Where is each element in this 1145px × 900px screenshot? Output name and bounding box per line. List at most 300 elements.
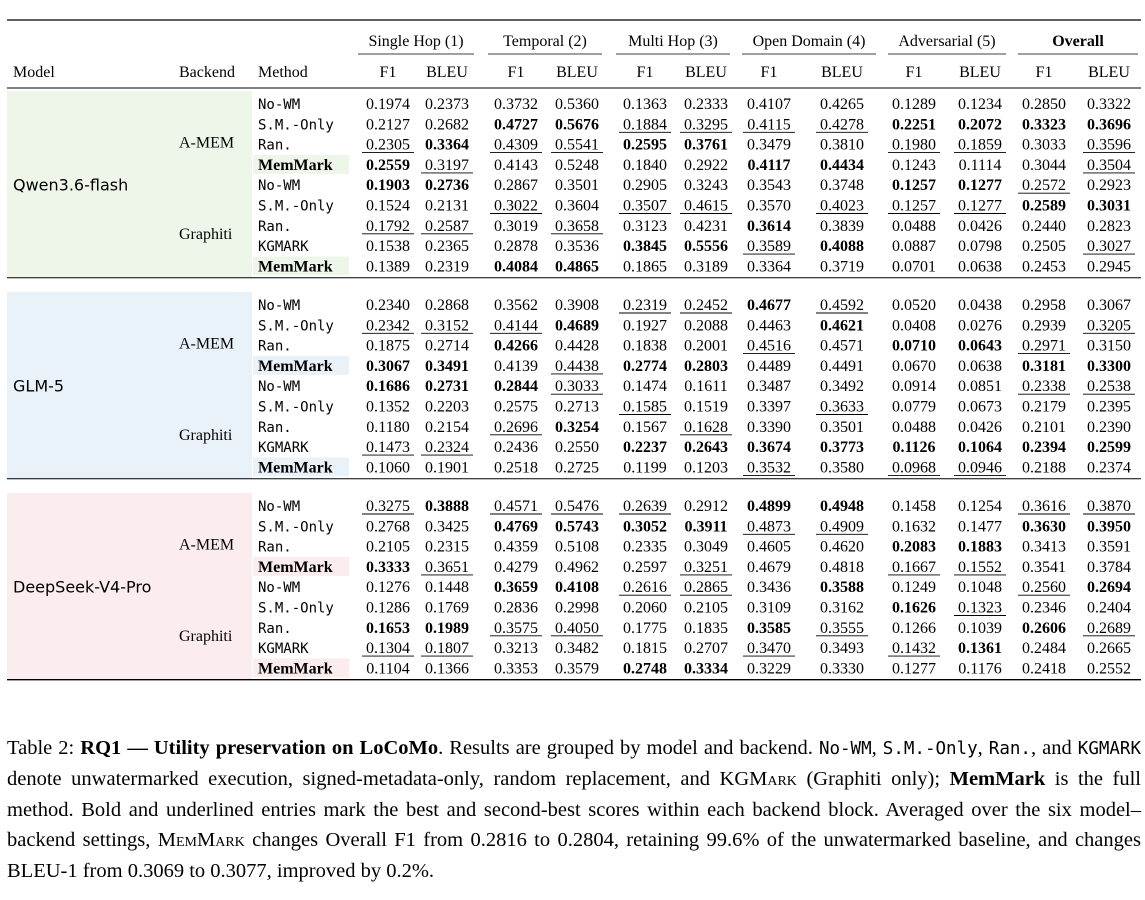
table-cell: 0.3589 xyxy=(747,238,791,256)
method-label: S.M.-Only xyxy=(258,198,334,215)
table-cell: 0.3532 xyxy=(747,459,791,477)
table-cell: 0.3300 xyxy=(1087,357,1131,375)
table-cell: 0.4266 xyxy=(494,337,538,355)
table-cell: 0.4909 xyxy=(820,518,864,536)
table-cell: 0.1039 xyxy=(958,619,1002,637)
table-cell: 0.2823 xyxy=(1087,217,1131,235)
method-label: No-WM xyxy=(258,580,301,597)
table-cell: 0.1807 xyxy=(425,640,469,658)
table-cell: 0.2131 xyxy=(425,197,469,215)
table-cell: 0.3487 xyxy=(747,378,791,396)
method-label: KGMARK xyxy=(258,440,309,457)
table-cell: 0.2324 xyxy=(425,439,469,457)
table-cell: 0.3674 xyxy=(747,439,791,457)
table-cell: 0.4117 xyxy=(747,156,791,174)
model-label: DeepSeek-V4-Pro xyxy=(13,577,152,597)
table-cell: 0.3334 xyxy=(684,660,728,678)
table-cell: 0.2639 xyxy=(623,498,667,515)
metric-column-header: F1 xyxy=(760,64,778,81)
table-cell: 0.1249 xyxy=(892,579,936,597)
table-cell: 0.4428 xyxy=(555,337,599,355)
table-cell: 0.3033 xyxy=(555,378,599,396)
table-cell: 0.2665 xyxy=(1087,640,1131,658)
table-cell: 0.0276 xyxy=(958,317,1002,335)
table-cell: 0.2237 xyxy=(623,439,667,457)
table-cell: 0.3579 xyxy=(555,660,599,678)
table-cell: 0.3575 xyxy=(494,619,538,637)
table-cell: 0.3719 xyxy=(820,258,864,276)
table-cell: 0.2060 xyxy=(623,599,667,617)
method-label: Ran. xyxy=(258,137,292,154)
table-cell: 0.2905 xyxy=(623,177,667,195)
table-cell: 0.4265 xyxy=(820,96,864,113)
table-cell: 0.0426 xyxy=(958,418,1002,436)
table-cell: 0.0887 xyxy=(892,238,936,256)
table-cell: 0.1626 xyxy=(892,599,936,617)
table-cell: 0.1567 xyxy=(623,418,667,436)
table-cell: 0.1903 xyxy=(366,177,410,195)
table-cell: 0.4438 xyxy=(555,357,599,375)
metric-column-header: BLEU xyxy=(685,64,727,81)
caption-label: Table 2: xyxy=(7,736,81,759)
table-cell: 0.3027 xyxy=(1087,238,1131,256)
table-cell: 0.4489 xyxy=(747,357,791,375)
table-cell: 0.1792 xyxy=(366,217,410,235)
column-group-header: Adversarial (5) xyxy=(898,33,996,50)
table-cell: 0.3888 xyxy=(425,498,469,515)
method-label: S.M.-Only xyxy=(258,519,334,536)
table-cell: 0.4962 xyxy=(555,558,599,576)
table-cell: 0.0520 xyxy=(892,297,936,314)
table-cell: 0.1199 xyxy=(623,459,667,477)
table-cell: 0.1667 xyxy=(892,558,936,576)
table-cell: 0.4434 xyxy=(820,156,864,174)
table-cell: 0.4571 xyxy=(494,498,538,515)
table-cell: 0.3254 xyxy=(555,418,599,436)
method-label: Ran. xyxy=(258,419,292,436)
table-cell: 0.4359 xyxy=(494,538,538,556)
table-cell: 0.1835 xyxy=(684,619,728,637)
table-cell: 0.3436 xyxy=(747,579,791,597)
table-cell: 0.2453 xyxy=(1022,258,1066,276)
table-cell: 0.3748 xyxy=(820,177,864,195)
table-cell: 0.2878 xyxy=(494,238,538,256)
table-cell: 0.2725 xyxy=(555,459,599,477)
table-cell: 0.5248 xyxy=(555,156,599,174)
method-label: MemMark xyxy=(258,156,333,174)
table-cell: 0.2707 xyxy=(684,640,728,658)
table-cell: 0.2922 xyxy=(684,156,728,174)
table-cell: 0.4948 xyxy=(820,498,864,515)
table-cell: 0.1203 xyxy=(684,459,728,477)
table-cell: 0.2101 xyxy=(1022,418,1066,436)
table-cell: 0.1114 xyxy=(958,156,1002,174)
table-cell: 0.3536 xyxy=(555,238,599,256)
column-group-header: Single Hop (1) xyxy=(368,33,464,50)
table-cell: 0.3630 xyxy=(1022,518,1066,536)
method-label: S.M.-Only xyxy=(258,117,334,134)
table-cell: 0.5556 xyxy=(684,238,728,256)
method-label: S.M.-Only xyxy=(258,600,334,617)
caption-text: changes Overall F1 from 0.2816 to 0.2804, retaining 99.6% of the unwatermarked baseline, and changes BLEU-1 from 0.3069 to 0.3077, improved by 0.2%. xyxy=(7,829,1141,882)
table-cell: 0.0643 xyxy=(958,337,1002,355)
table-cell: 0.1257 xyxy=(892,177,936,195)
table-cell: 0.4818 xyxy=(820,558,864,576)
table-cell: 0.2736 xyxy=(425,177,469,195)
table-cell: 0.2305 xyxy=(366,136,410,154)
caption-text: , and xyxy=(1030,736,1078,759)
table-cell: 0.3364 xyxy=(747,258,791,276)
column-group-header: Temporal (2) xyxy=(503,33,587,50)
table-cell: 0.1815 xyxy=(623,640,667,658)
table-cell: 0.3353 xyxy=(494,660,538,678)
table-cell: 0.1363 xyxy=(623,96,667,113)
method-label: Ran. xyxy=(258,539,292,556)
method-label: KGMARK xyxy=(258,641,309,658)
table-cell: 0.3596 xyxy=(1087,136,1131,154)
table-cell: 0.2203 xyxy=(425,398,469,416)
table-cell: 0.3588 xyxy=(820,579,864,597)
metric-column-header: BLEU xyxy=(556,64,598,81)
table-cell: 0.2105 xyxy=(366,538,410,556)
table-cell: 0.1838 xyxy=(623,337,667,355)
column-group-header: Open Domain (4) xyxy=(752,33,866,50)
table-cell: 0.3482 xyxy=(555,640,599,658)
model-label: GLM-5 xyxy=(13,376,65,396)
table-cell: 0.3732 xyxy=(494,96,538,113)
table-cell: 0.1304 xyxy=(366,640,410,658)
table-cell: 0.3322 xyxy=(1087,96,1131,113)
table-cell: 0.1884 xyxy=(623,116,667,134)
table-cell: 0.4865 xyxy=(555,258,599,276)
table-cell: 0.2597 xyxy=(623,558,667,576)
table-cell: 0.3049 xyxy=(684,538,728,556)
table-cell: 0.2518 xyxy=(494,459,538,477)
caption-text: denote unwatermarked execution, signed-metadata-only, random replacement, and xyxy=(7,768,720,790)
table-cell: 0.2251 xyxy=(892,116,936,134)
table-cell: 0.1632 xyxy=(892,518,936,536)
table-cell: 0.1980 xyxy=(892,136,936,154)
caption-code-ran: Ran. xyxy=(988,738,1031,759)
metric-column-header: F1 xyxy=(507,64,525,81)
table-cell: 0.4677 xyxy=(747,297,791,314)
table-cell: 0.1474 xyxy=(623,378,667,396)
table-cell: 0.2923 xyxy=(1087,177,1131,195)
method-label: No-WM xyxy=(258,178,301,195)
table-cell: 0.3761 xyxy=(684,136,728,154)
method-label: MemMark xyxy=(258,660,333,678)
table-cell: 0.3162 xyxy=(820,599,864,617)
caption-code-nowm: No-WM xyxy=(818,738,872,759)
table-cell: 0.3651 xyxy=(425,558,469,576)
table-cell: 0.4023 xyxy=(820,197,864,215)
table-cell: 0.1653 xyxy=(366,619,410,637)
table-cell: 0.3275 xyxy=(366,498,410,515)
table-cell: 0.2803 xyxy=(684,357,728,375)
table-cell: 0.3585 xyxy=(747,619,791,637)
table-cell: 0.1176 xyxy=(958,660,1002,678)
table-cell: 0.3784 xyxy=(1087,558,1131,576)
table-cell: 0.1286 xyxy=(366,599,410,617)
method-label: KGMARK xyxy=(258,239,309,256)
table-cell: 0.0488 xyxy=(892,418,936,436)
table-cell: 0.3541 xyxy=(1022,558,1066,576)
method-label: S.M.-Only xyxy=(258,318,334,335)
backend-column-header: Backend xyxy=(179,64,235,81)
table-cell: 0.2945 xyxy=(1087,258,1131,276)
table-cell: 0.0638 xyxy=(958,258,1002,276)
table-cell: 0.2315 xyxy=(425,538,469,556)
table-cell: 0.3022 xyxy=(494,197,538,215)
table-cell: 0.4088 xyxy=(820,238,864,256)
table-cell: 0.0851 xyxy=(958,378,1002,396)
table-cell: 0.1432 xyxy=(892,640,936,658)
table-cell: 0.3839 xyxy=(820,217,864,235)
table-cell: 0.0638 xyxy=(958,357,1002,375)
table-cell: 0.1859 xyxy=(958,136,1002,154)
table-cell: 0.2844 xyxy=(494,378,538,396)
table-cell: 0.0946 xyxy=(958,459,1002,477)
table-cell: 0.3229 xyxy=(747,660,791,678)
table-cell: 0.1775 xyxy=(623,619,667,637)
table-cell: 0.1277 xyxy=(958,177,1002,195)
method-label: MemMark xyxy=(258,459,333,477)
table-cell: 0.1865 xyxy=(623,258,667,276)
caption-kgmark-name: KGMark xyxy=(719,768,797,790)
table-cell: 0.2338 xyxy=(1022,378,1066,396)
table-cell: 0.1257 xyxy=(892,197,936,215)
backend-label: Graphiti xyxy=(179,426,233,444)
table-cell: 0.2335 xyxy=(623,538,667,556)
table-cell: 0.0710 xyxy=(892,337,936,355)
table-cell: 0.2319 xyxy=(623,297,667,314)
table-cell: 0.1552 xyxy=(958,558,1002,576)
table-cell: 0.3123 xyxy=(623,217,667,235)
table-cell: 0.4279 xyxy=(494,558,538,576)
method-label: MemMark xyxy=(258,258,333,276)
table-cell: 0.2188 xyxy=(1022,459,1066,477)
table-cell: 0.3543 xyxy=(747,177,791,195)
table-cell: 0.2865 xyxy=(684,579,728,597)
table-cell: 0.2694 xyxy=(1087,579,1131,597)
table-cell: 0.1366 xyxy=(425,660,469,678)
table-cell: 0.3470 xyxy=(747,640,791,658)
table-cell: 0.3044 xyxy=(1022,156,1066,174)
table-cell: 0.3491 xyxy=(425,357,469,375)
table-cell: 0.2714 xyxy=(425,337,469,355)
table-cell: 0.4139 xyxy=(494,357,538,375)
table-cell: 0.1538 xyxy=(366,238,410,256)
table-cell: 0.2394 xyxy=(1022,439,1066,457)
table-cell: 0.4144 xyxy=(494,317,538,335)
model-label: Qwen3.6-flash xyxy=(13,175,129,195)
table-cell: 0.3773 xyxy=(820,439,864,457)
column-group-header: Multi Hop (3) xyxy=(628,33,718,50)
table-cell: 0.3810 xyxy=(820,136,864,154)
table-cell: 0.5476 xyxy=(555,498,599,515)
table-cell: 0.4571 xyxy=(820,337,864,355)
table-cell: 0.1104 xyxy=(366,660,410,678)
metric-column-header: BLEU xyxy=(426,64,468,81)
table-cell: 0.4108 xyxy=(555,579,599,597)
table-cell: 0.3696 xyxy=(1087,116,1131,134)
table-cell: 0.3197 xyxy=(425,156,469,174)
table-cell: 0.2559 xyxy=(366,156,410,174)
table-cell: 0.2373 xyxy=(425,96,469,113)
table-cell: 0.2572 xyxy=(1022,177,1066,195)
table-cell: 0.1840 xyxy=(623,156,667,174)
table-cell: 0.0701 xyxy=(892,258,936,276)
table-cell: 0.2418 xyxy=(1022,660,1066,678)
table-cell: 0.3580 xyxy=(820,459,864,477)
table-cell: 0.2154 xyxy=(425,418,469,436)
method-label: No-WM xyxy=(258,298,301,314)
table-cell: 0.0798 xyxy=(958,238,1002,256)
table-cell: 0.3479 xyxy=(747,136,791,154)
table-cell: 0.3033 xyxy=(1022,136,1066,154)
table-cell: 0.2105 xyxy=(684,599,728,617)
table-cell: 0.1266 xyxy=(892,619,936,637)
table-cell: 0.1448 xyxy=(425,579,469,597)
table-cell: 0.5743 xyxy=(555,518,599,536)
table-cell: 0.3492 xyxy=(820,378,864,396)
table-cell: 0.4278 xyxy=(820,116,864,134)
table-cell: 0.4516 xyxy=(747,337,791,355)
table-cell: 0.0779 xyxy=(892,398,936,416)
table-cell: 0.1473 xyxy=(366,439,410,457)
table-cell: 0.2575 xyxy=(494,398,538,416)
table-cell: 0.0488 xyxy=(892,217,936,235)
caption-code-smonly: S.M.-Only xyxy=(882,738,978,759)
table-cell: 0.2696 xyxy=(494,418,538,436)
backend-label: A-MEM xyxy=(179,134,235,152)
table-cell: 0.4143 xyxy=(494,156,538,174)
table-cell: 0.2748 xyxy=(623,660,667,678)
metric-column-header: BLEU xyxy=(821,64,863,81)
table-cell: 0.2340 xyxy=(366,297,410,314)
table-cell: 0.2774 xyxy=(623,357,667,375)
table-cell: 0.4084 xyxy=(494,258,538,276)
table-cell: 0.2333 xyxy=(684,96,728,113)
caption-memmark-bold: MemMark xyxy=(949,768,1046,790)
table-cell: 0.3507 xyxy=(623,197,667,215)
table-cell: 0.0914 xyxy=(892,378,936,396)
table-cell: 0.5676 xyxy=(555,116,599,134)
table-cell: 0.2538 xyxy=(1087,378,1131,396)
table-cell: 0.4727 xyxy=(494,116,538,134)
table-cell: 0.1524 xyxy=(366,197,410,215)
table-cell: 0.2346 xyxy=(1022,599,1066,617)
table-cell: 0.1277 xyxy=(958,197,1002,215)
caption-text: is the full method. Bold and underlined entries mark the best and second-best scores within each backend block. Averaged over the six model–backend settings, xyxy=(7,768,1141,851)
table-cell: 0.4769 xyxy=(494,518,538,536)
table-cell: 0.2404 xyxy=(1087,599,1131,617)
table-cell: 0.3333 xyxy=(366,558,410,576)
table-cell: 0.3189 xyxy=(684,258,728,276)
metric-column-header: F1 xyxy=(379,64,397,81)
table-cell: 0.4620 xyxy=(820,538,864,556)
table-cell: 0.5541 xyxy=(555,136,599,154)
table-cell: 0.3616 xyxy=(1022,498,1066,515)
table-cell: 0.4050 xyxy=(555,619,599,637)
table-cell: 0.3390 xyxy=(747,418,791,436)
table-cell: 0.4605 xyxy=(747,538,791,556)
table-cell: 0.3413 xyxy=(1022,538,1066,556)
table-cell: 0.3845 xyxy=(623,238,667,256)
table-cell: 0.2452 xyxy=(684,297,728,314)
table-cell: 0.2001 xyxy=(684,337,728,355)
table-cell: 0.2939 xyxy=(1022,317,1066,335)
table-cell: 0.4873 xyxy=(747,518,791,536)
column-group-header: Overall xyxy=(1052,33,1104,50)
table-cell: 0.2768 xyxy=(366,518,410,536)
table-cell: 0.2127 xyxy=(366,116,410,134)
table-cell: 0.3908 xyxy=(555,297,599,314)
table-cell: 0.1769 xyxy=(425,599,469,617)
table-cell: 0.2560 xyxy=(1022,579,1066,597)
table-cell: 0.2436 xyxy=(494,439,538,457)
table-cell: 0.1277 xyxy=(892,660,936,678)
caption-text: , xyxy=(977,736,989,759)
table-cell: 0.2390 xyxy=(1087,418,1131,436)
table-cell: 0.3243 xyxy=(684,177,728,195)
table-cell: 0.3019 xyxy=(494,217,538,235)
table-cell: 0.2595 xyxy=(623,136,667,154)
table-cell: 0.3493 xyxy=(820,640,864,658)
metric-column-header: F1 xyxy=(905,64,923,81)
table-cell: 0.1234 xyxy=(958,96,1002,113)
table-cell: 0.0408 xyxy=(892,317,936,335)
table-cell: 0.1352 xyxy=(366,398,410,416)
table-cell: 0.1458 xyxy=(892,498,936,515)
table-cell: 0.2484 xyxy=(1022,640,1066,658)
caption-code-kgmark: KGMARK xyxy=(1077,738,1141,759)
table-cell: 0.2552 xyxy=(1087,660,1131,678)
table-cell: 0.1611 xyxy=(684,378,728,396)
table-cell: 0.1361 xyxy=(958,640,1002,658)
table-cell: 0.2912 xyxy=(684,498,728,515)
table-cell: 0.1276 xyxy=(366,579,410,597)
table-cell: 0.0670 xyxy=(892,357,936,375)
table-cell: 0.5108 xyxy=(555,538,599,556)
table-cell: 0.3604 xyxy=(555,197,599,215)
table-cell: 0.3213 xyxy=(494,640,538,658)
metric-column-header: BLEU xyxy=(1088,64,1130,81)
metric-column-header: BLEU xyxy=(959,64,1001,81)
table-cell: 0.3591 xyxy=(1087,538,1131,556)
table-cell: 0.2072 xyxy=(958,116,1002,134)
table-cell: 0.2599 xyxy=(1087,439,1131,457)
table-cell: 0.3031 xyxy=(1087,197,1131,215)
table-cell: 0.3658 xyxy=(555,217,599,235)
table-cell: 0.2616 xyxy=(623,579,667,597)
table-cell: 0.1686 xyxy=(366,378,410,396)
table-cell: 0.3364 xyxy=(425,136,469,154)
table-cell: 0.4309 xyxy=(494,136,538,154)
model-column-header: Model xyxy=(13,64,55,81)
table-cell: 0.3181 xyxy=(1022,357,1066,375)
table-cell: 0.2342 xyxy=(366,317,410,335)
table-cell: 0.1628 xyxy=(684,418,728,436)
table-cell: 0.4463 xyxy=(747,317,791,335)
table-cell: 0.3614 xyxy=(747,217,791,235)
table-cell: 0.4491 xyxy=(820,357,864,375)
table-cell: 0.4615 xyxy=(684,197,728,215)
backend-label: Graphiti xyxy=(179,225,233,243)
table-cell: 0.3501 xyxy=(820,418,864,436)
table-cell: 0.2836 xyxy=(494,599,538,617)
table-cell: 0.2689 xyxy=(1087,619,1131,637)
